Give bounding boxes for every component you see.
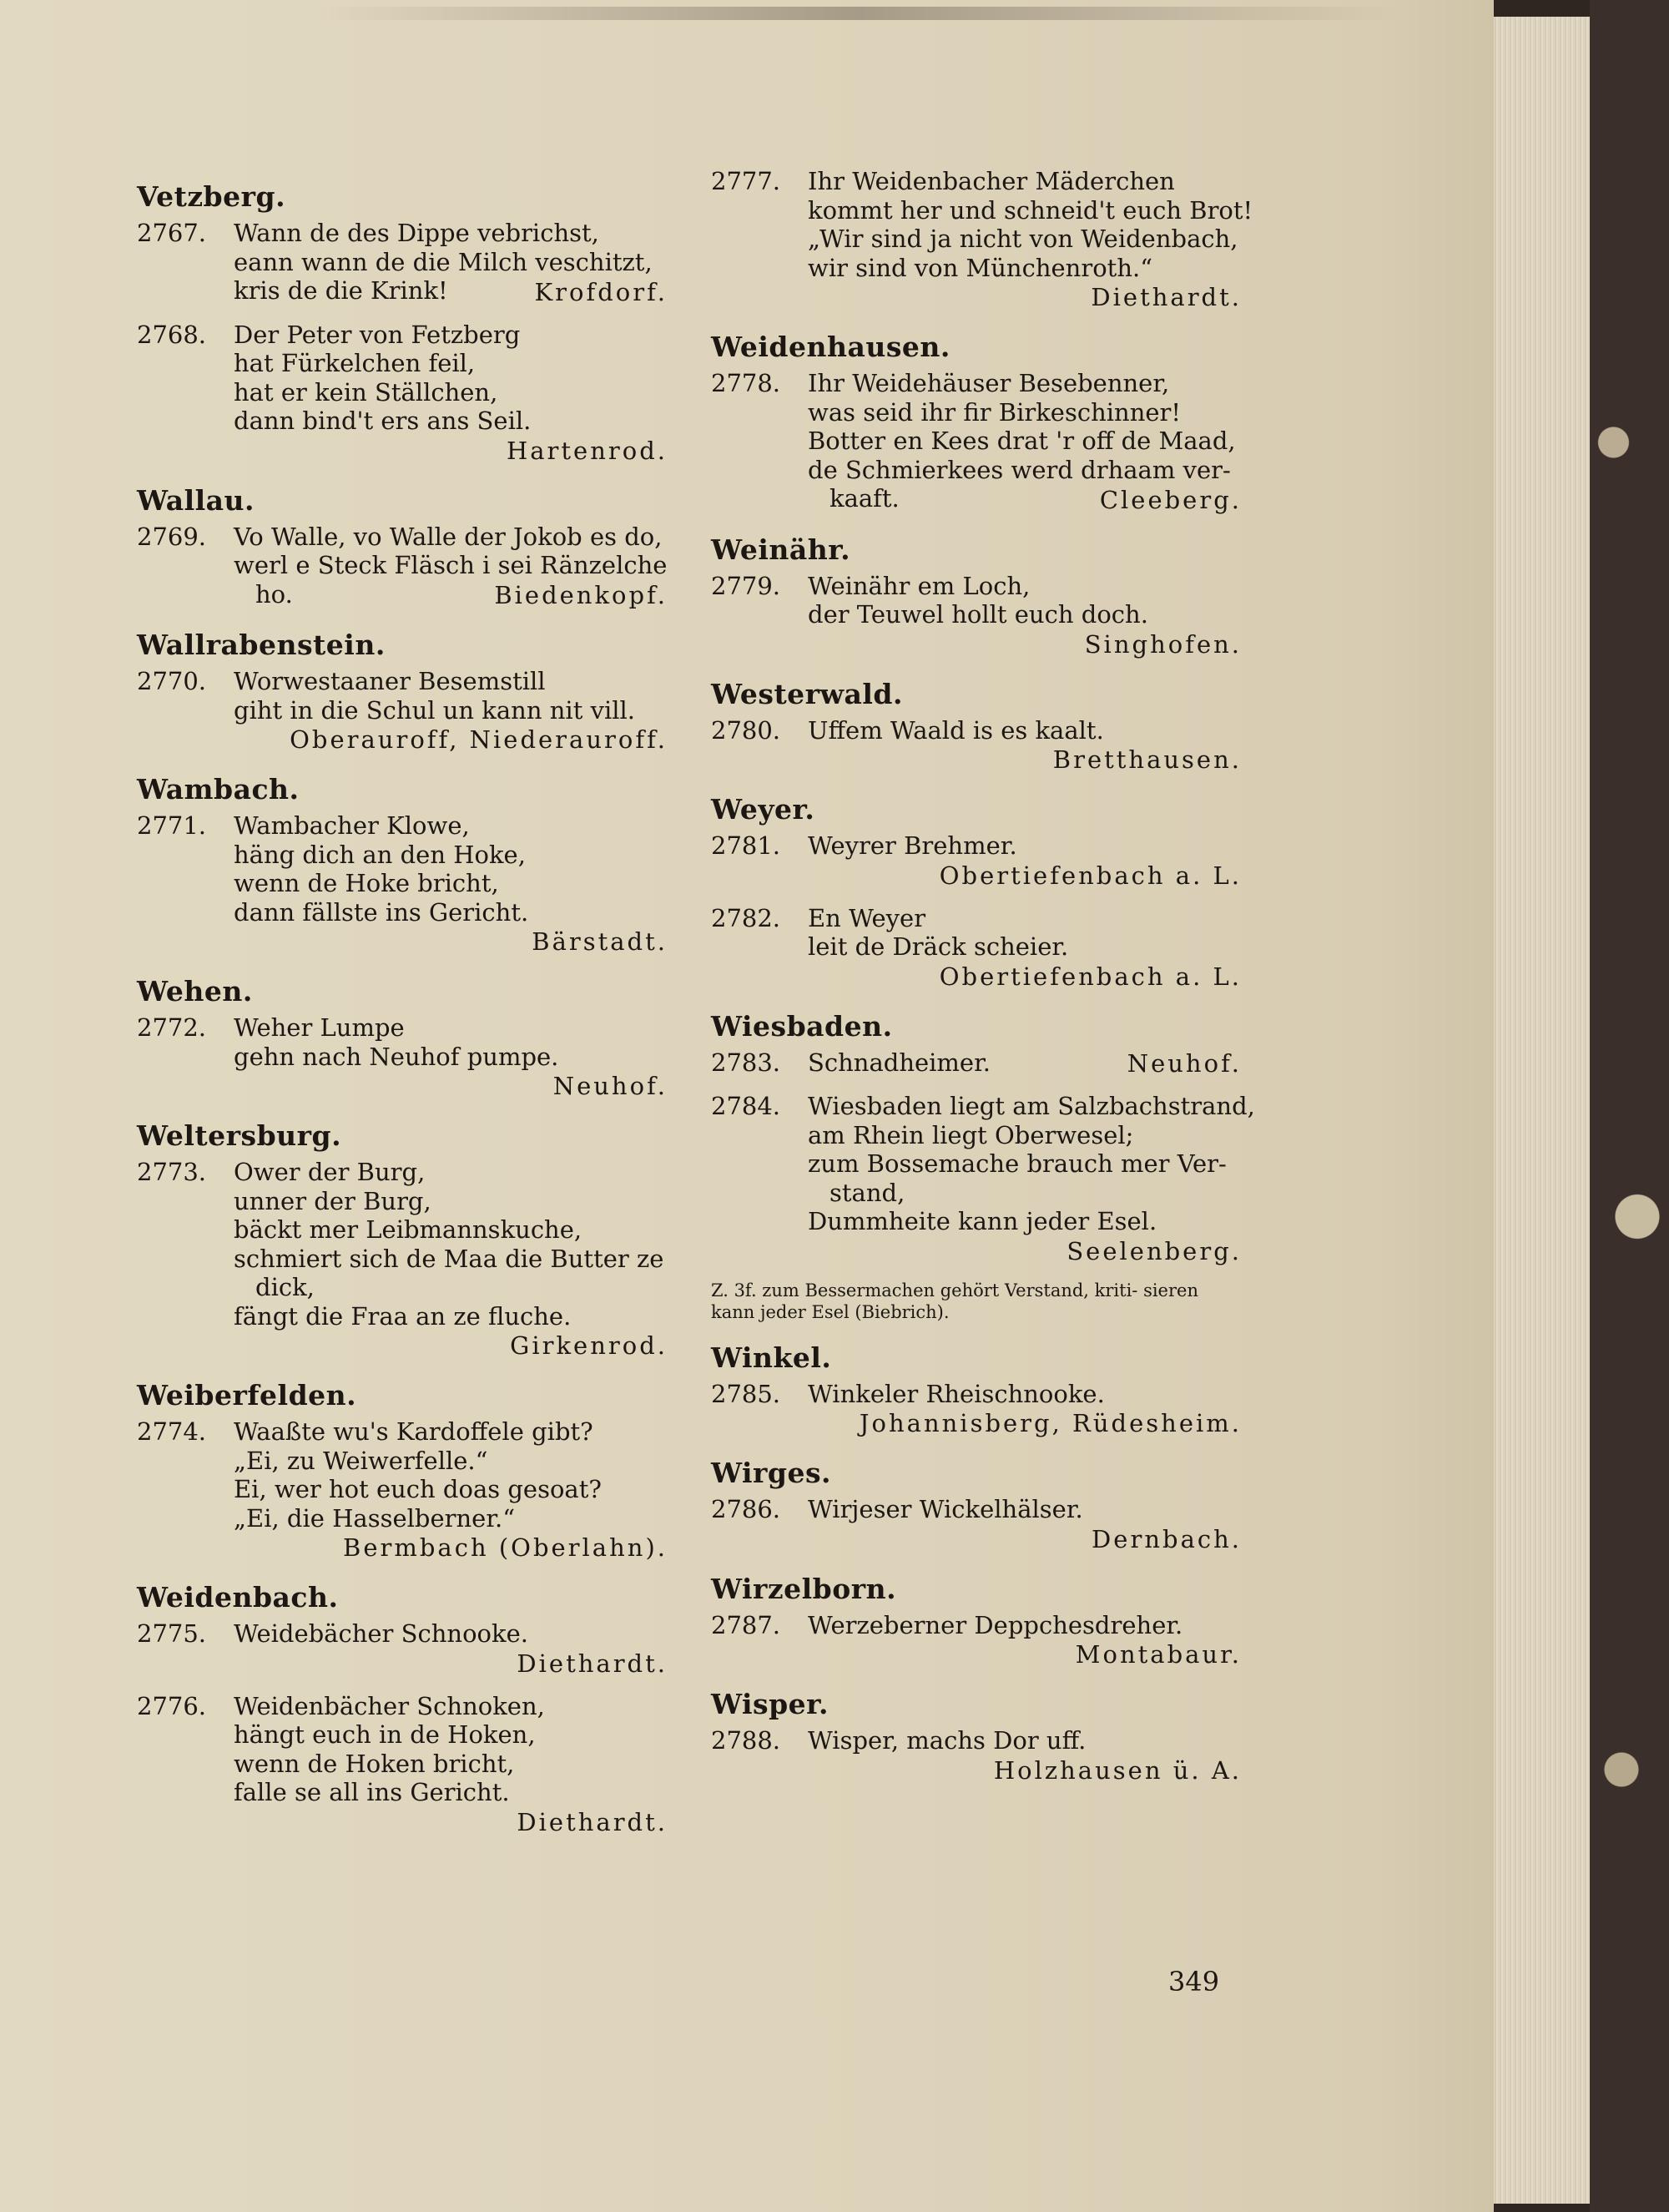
entry-number: 2778. <box>711 369 781 397</box>
verse-line: „Wir sind ja nicht von Weidenbach, <box>808 225 1238 253</box>
rhyme-entry <box>708 572 1242 659</box>
verse-line: dick, <box>255 1273 315 1301</box>
section-heading: Weidenbach. <box>137 1581 339 1614</box>
rhyme-entry <box>708 1611 1242 1670</box>
place-name: Johannisberg, Rüdesheim. <box>859 1409 1242 1437</box>
entry-text <box>808 167 1253 282</box>
verse-line: was seid ihr fir Birkeschinner! <box>808 397 1182 427</box>
entry-number: 2770. <box>137 667 207 695</box>
verse-line: gehn nach Neuhof pumpe. <box>234 1042 559 1071</box>
place-name: Dernbach. <box>1092 1524 1242 1553</box>
section-heading: Winkel. <box>711 1341 832 1374</box>
section-heading: Wallau. <box>137 483 255 517</box>
section-heading: Vetzberg. <box>137 180 286 213</box>
entry-text <box>808 572 1242 629</box>
place-name: Holzhausen ü. A. <box>993 1755 1242 1785</box>
entry-text <box>234 1619 668 1649</box>
entry-text <box>234 1692 668 1807</box>
verse-line: Wann de des Dippe vebrichst, <box>234 219 599 247</box>
entry-number: 2777. <box>711 167 781 195</box>
verse-line: dann bind't ers ans Seil. <box>234 407 532 435</box>
verse-line: wenn de Hoken bricht, <box>234 1749 515 1778</box>
verse-line: Ihr Weidenbacher Mäderchen <box>808 167 1175 195</box>
entry-text <box>808 716 1242 745</box>
section-heading: Wehen. <box>137 975 253 1008</box>
verse-line: leit de Dräck scheier. <box>808 932 1069 961</box>
verse-line: hat Fürkelchen feil, <box>234 349 476 377</box>
entry-number: 2779. <box>711 571 781 600</box>
verse-line: hängt euch in de Hoken, <box>234 1720 536 1749</box>
verse-line: Wisper, machs Dor uff. <box>808 1726 1087 1755</box>
verse-line: kris de die Krink! <box>234 276 448 305</box>
rhyme-entry <box>708 1495 1242 1554</box>
place-name: Diethardt. <box>517 1649 668 1678</box>
entry-number: 2784. <box>711 1092 781 1120</box>
verse-line: falle se all ins Gericht. <box>234 1778 510 1806</box>
entry-number: 2788. <box>711 1726 781 1755</box>
section-heading: Wirzelborn. <box>711 1572 897 1605</box>
rhyme-entry <box>708 716 1242 775</box>
verse-line: eann wann de die Milch veschitzt, <box>234 247 653 276</box>
rhyme-entry <box>134 667 668 755</box>
rhyme-entry <box>708 1092 1255 1266</box>
verse-line: Dummheite kann jeder Esel. <box>808 1207 1157 1235</box>
entry-number: 2783. <box>711 1048 781 1077</box>
verse-line: am Rhein liegt Oberwesel; <box>808 1120 1134 1149</box>
place-name: Biedenkopf. <box>494 581 668 609</box>
section-heading: Wisper. <box>711 1688 829 1720</box>
rhyme-entry <box>708 1726 1242 1785</box>
rhyme-entry <box>708 904 1242 992</box>
entry-number: 2782. <box>711 903 781 932</box>
rhyme-entry <box>708 1048 1242 1079</box>
entry-number: 2785. <box>711 1379 781 1408</box>
verse-line: wir sind von Münchenroth.“ <box>808 253 1153 282</box>
rhyme-entry <box>134 1158 668 1361</box>
section-heading: Wallrabenstein. <box>137 629 386 661</box>
place-name: Neuhof. <box>552 1072 668 1100</box>
place-name: Diethardt. <box>1091 283 1242 311</box>
entry-number: 2772. <box>137 1013 207 1042</box>
verse-line: Waaßte wu's Kardoffele gibt? <box>234 1417 593 1446</box>
verse-line: de Schmierkees werd drhaam ver- <box>808 455 1231 484</box>
verse-line: dann fällste ins Gericht. <box>234 897 529 927</box>
verse-line: „Ei, zu Weiwerfelle.“ <box>234 1446 488 1475</box>
entry-number: 2769. <box>137 522 207 551</box>
page-top-shadow <box>317 7 1402 20</box>
place-name: Montabaur. <box>1075 1640 1242 1669</box>
entry-number: 2787. <box>711 1610 781 1639</box>
entry-number: 2771. <box>137 811 207 840</box>
verse-line: werl e Steck Fläsch i sei Ränzelche <box>234 551 668 579</box>
section-heading: Wirges. <box>711 1457 832 1489</box>
verse-line: Winkeler Rheischnooke. <box>808 1379 1105 1408</box>
place-name: Krofdorf. <box>534 277 668 306</box>
place-name: Neuhof. <box>1127 1049 1242 1078</box>
entry-text <box>808 831 1242 861</box>
section-heading: Wambach. <box>137 773 300 806</box>
place-name: Cleeberg. <box>1099 485 1242 514</box>
section-heading: Weyer. <box>711 793 815 826</box>
section-heading: Weidenhausen. <box>711 331 950 363</box>
rhyme-entry <box>134 1417 668 1563</box>
verse-line: hat er kein Ställchen, <box>234 377 498 407</box>
entry-number: 2768. <box>137 320 207 349</box>
entry-number: 2786. <box>711 1495 781 1523</box>
place-name: Singhofen. <box>1084 629 1242 659</box>
rhyme-entry <box>134 523 668 611</box>
verse-line: Der Peter von Fetzberg <box>234 320 521 349</box>
right-column <box>708 167 1255 1799</box>
place-name: Diethardt. <box>517 1807 668 1836</box>
page-edges <box>1494 17 1590 2204</box>
verse-line: Weher Lumpe <box>234 1013 405 1042</box>
entry-number: 2781. <box>711 831 781 860</box>
verse-line: En Weyer <box>808 903 926 932</box>
verse-line: wenn de Hoke bricht, <box>234 869 499 897</box>
entry-number: 2775. <box>137 1619 207 1648</box>
verse-line: Botter en Kees drat 'r off de Maad, <box>808 427 1236 455</box>
entry-text <box>234 667 668 725</box>
rhyme-entry <box>134 219 668 307</box>
verse-line: stand, <box>829 1178 905 1207</box>
entry-number: 2774. <box>137 1417 207 1446</box>
rhyme-entry <box>134 1013 668 1101</box>
verse-line: Wirjeser Wickelhälser. <box>808 1495 1083 1523</box>
verse-line: zum Bossemache brauch mer Ver- <box>808 1149 1227 1178</box>
place-name: Bermbach (Oberlahn). <box>343 1533 668 1562</box>
verse-line: Weidebächer Schnooke. <box>234 1619 528 1648</box>
entry-text <box>808 1092 1255 1236</box>
rhyme-entry <box>134 1619 668 1679</box>
entry-text <box>808 1611 1242 1640</box>
rhyme-entry <box>708 831 1242 891</box>
page-number: 349 <box>1168 1966 1220 1997</box>
entry-number: 2776. <box>137 1691 207 1720</box>
entry-text <box>234 1158 668 1331</box>
verse-line: kaaft. <box>829 484 900 513</box>
section-heading: Weiberfelden. <box>137 1379 357 1412</box>
place-name: Bärstadt. <box>532 927 668 956</box>
verse-line: häng dich an den Hoke, <box>234 840 526 869</box>
entry-text <box>234 811 668 927</box>
verse-line: bäckt mer Leibmannskuche, <box>234 1215 582 1244</box>
place-name: Obertiefenbach a. L. <box>939 861 1242 890</box>
verse-line: Ei, wer hot euch doas gesoat? <box>234 1475 602 1503</box>
verse-line: Uffem Waald is es kaalt. <box>808 715 1104 745</box>
verse-line: der Teuwel hollt euch doch. <box>808 600 1148 629</box>
verse-line: Vo Walle, vo Walle der Jokob es do, <box>234 522 663 551</box>
rhyme-entry <box>134 1692 668 1837</box>
verse-line: Wambacher Klowe, <box>234 811 470 840</box>
place-name: Bretthausen. <box>1052 745 1242 774</box>
rhyme-entry <box>708 1380 1242 1439</box>
entry-number: 2780. <box>711 715 781 745</box>
verse-line: kommt her und schneid't euch Brot! <box>808 195 1253 225</box>
verse-line: Weinähr em Loch, <box>808 571 1031 600</box>
rhyme-entry <box>708 167 1253 312</box>
section-heading: Westerwald. <box>711 677 903 710</box>
entry-text <box>808 1726 1242 1755</box>
verse-line: Schnadheimer. <box>808 1048 991 1077</box>
rhyme-entry <box>708 369 1242 515</box>
entry-text <box>808 904 1242 962</box>
verse-line: ho. <box>255 579 293 609</box>
verse-line: Ower der Burg, <box>234 1158 426 1186</box>
verse-line: fängt die Fraa an ze fluche. <box>234 1301 572 1331</box>
entry-text <box>234 1013 668 1071</box>
section-heading: Wiesbaden. <box>711 1009 893 1043</box>
verse-line: „Ei, die Hasselberner.“ <box>234 1503 516 1533</box>
entry-text <box>234 1417 668 1533</box>
section-heading: Weinähr. <box>711 533 851 566</box>
left-column <box>134 167 668 1851</box>
place-name: Girkenrod. <box>510 1331 668 1360</box>
verse-line: Worwestaaner Besemstill <box>234 667 546 695</box>
verse-line: Ihr Weidehäuser Besebenner, <box>808 369 1170 397</box>
verse-line: Weyrer Brehmer. <box>808 831 1017 860</box>
entry-number: 2767. <box>137 219 207 247</box>
place-name: Hartenrod. <box>506 436 668 465</box>
entry-text <box>234 321 668 436</box>
entry-number: 2773. <box>137 1158 207 1186</box>
place-name: Seelenberg. <box>1066 1236 1242 1265</box>
verse-line: schmiert sich de Maa die Butter ze <box>234 1244 664 1273</box>
verse-line: Wiesbaden liegt am Salzbachstrand, <box>808 1092 1255 1120</box>
verse-line: unner der Burg, <box>234 1186 431 1215</box>
verse-line: Werzeberner Deppchesdreher. <box>808 1610 1183 1639</box>
rhyme-entry <box>134 811 668 957</box>
rhyme-entry <box>134 321 668 466</box>
verse-line: Weidenbächer Schnoken, <box>234 1691 545 1720</box>
place-name: Obertiefenbach a. L. <box>939 962 1242 991</box>
verse-line: giht in die Schul un kann nit vill. <box>234 695 635 725</box>
book-cover <box>1590 0 1669 2212</box>
footnote: Z. 3f. zum Bessermachen gehört Verstand, kriti- sieren kann jeder Esel (Biebrich). <box>711 1280 1198 1322</box>
place-name: Oberauroff, Niederauroff. <box>290 725 668 754</box>
entry-text <box>808 1380 1242 1409</box>
entry-text <box>808 1495 1242 1524</box>
section-heading: Weltersburg. <box>137 1119 342 1152</box>
